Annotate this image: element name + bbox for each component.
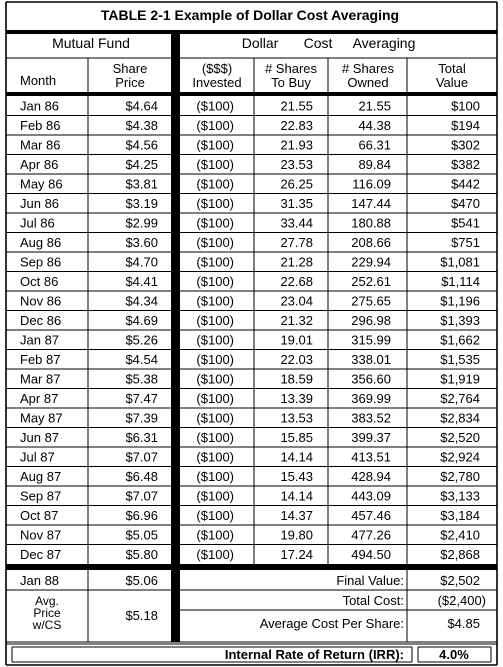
cell-value: $751 <box>451 235 480 250</box>
cell-month: Mar 87 <box>20 371 61 387</box>
cell-owned: 21.55 <box>358 98 391 114</box>
col-header-value-line1: Total <box>438 61 466 76</box>
cell-value: $3,133 <box>440 488 480 504</box>
cell-month: Jun 87 <box>20 430 60 445</box>
cell-price: $5.80 <box>125 547 158 562</box>
cell-invested: ($100) <box>196 488 234 504</box>
summary-price: $5.06 <box>125 573 158 588</box>
cell-price: $3.60 <box>125 235 158 250</box>
cell-invested: ($100) <box>196 293 234 309</box>
cell-value: $1,393 <box>440 313 480 328</box>
cell-price: $4.70 <box>125 254 158 270</box>
cell-owned: 147.44 <box>351 196 391 211</box>
cell-buy: 18.59 <box>280 371 313 387</box>
cell-value: $2,924 <box>440 449 480 465</box>
cell-buy: 21.55 <box>280 98 313 114</box>
cell-price: $5.26 <box>125 332 158 348</box>
cell-price: $7.07 <box>125 488 158 504</box>
avg-cost-value: $4.85 <box>447 616 480 631</box>
group-mutual-fund: Mutual Fund <box>52 35 130 51</box>
cell-value: $1,114 <box>441 274 480 289</box>
cell-owned: 296.98 <box>351 313 391 328</box>
cell-month: Jan 86 <box>20 98 60 114</box>
cell-price: $4.41 <box>125 274 158 289</box>
cell-buy: 14.14 <box>280 488 313 504</box>
group-dca-word-3: Averaging <box>352 35 416 51</box>
avg-cost-label: Average Cost Per Share: <box>259 616 404 631</box>
avg-price-label-line3: w/CS <box>32 618 62 632</box>
cell-buy: 14.37 <box>280 508 313 523</box>
cell-buy: 13.53 <box>280 410 313 426</box>
cell-invested: ($100) <box>196 391 234 406</box>
irr-value: 4.0% <box>439 647 469 662</box>
col-header-owned-line2: Owned <box>347 75 389 90</box>
cell-month: Mar 86 <box>20 137 61 153</box>
cell-value: $470 <box>451 196 480 211</box>
group-dca-word-1: Dollar <box>241 35 279 51</box>
cell-price: $6.48 <box>125 469 158 484</box>
cell-buy: 22.68 <box>280 274 313 289</box>
cell-buy: 27.78 <box>280 235 313 250</box>
cell-buy: 15.85 <box>280 430 313 445</box>
cell-invested: ($100) <box>196 176 234 192</box>
cell-owned: 457.46 <box>351 508 391 523</box>
cell-owned: 89.84 <box>358 157 391 172</box>
avg-price-label-line2: Price <box>33 606 61 620</box>
cell-owned: 180.88 <box>351 215 391 231</box>
cell-price: $2.99 <box>125 215 158 231</box>
cell-buy: 19.01 <box>280 332 313 348</box>
cell-invested: ($100) <box>196 547 234 562</box>
cell-month: May 86 <box>20 176 63 192</box>
cell-invested: ($100) <box>196 157 234 172</box>
total-cost-label: Total Cost: <box>342 593 404 608</box>
col-header-invested-line2: Invested <box>192 75 242 90</box>
cell-month: Oct 87 <box>20 508 59 523</box>
cell-value: $1,919 <box>440 371 480 387</box>
col-header-month: Month <box>20 73 57 88</box>
cell-price: $4.64 <box>125 98 158 114</box>
cell-invested: ($100) <box>196 352 234 367</box>
cell-buy: 17.24 <box>280 547 313 562</box>
cell-invested: ($100) <box>196 98 234 114</box>
cell-invested: ($100) <box>196 235 234 250</box>
cell-value: $541 <box>451 215 480 231</box>
cell-price: $4.25 <box>125 157 158 172</box>
cell-owned: 66.31 <box>358 137 391 153</box>
cell-owned: 399.37 <box>351 430 391 445</box>
cell-invested: ($100) <box>196 313 234 328</box>
col-header-buy-line1: # Shares <box>264 61 318 76</box>
cell-owned: 252.61 <box>351 274 391 289</box>
table-title: TABLE 2-1 Example of Dollar Cost Averaging <box>100 7 400 23</box>
cell-month: Dec 87 <box>20 547 62 562</box>
cell-owned: 44.38 <box>358 118 391 133</box>
cell-value: $194 <box>451 118 480 133</box>
cell-price: $7.07 <box>125 449 158 465</box>
cell-owned: 428.94 <box>351 469 391 484</box>
cell-buy: 31.35 <box>280 196 313 211</box>
col-header-price-line1: Share <box>112 61 148 76</box>
col-header-price-line2: Price <box>115 75 145 90</box>
header-divider-bar <box>6 92 497 96</box>
cell-month: Nov 86 <box>20 293 62 309</box>
cell-value: $1,196 <box>440 293 480 309</box>
cell-month: Dec 86 <box>20 313 62 328</box>
avg-price-value: $5.18 <box>125 608 158 623</box>
cell-buy: 19.80 <box>280 527 313 543</box>
cell-value: $1,535 <box>440 352 480 367</box>
cell-price: $3.19 <box>125 196 158 211</box>
cell-value: $1,662 <box>440 332 480 348</box>
cell-value: $2,780 <box>440 469 480 484</box>
cell-month: Sep 86 <box>20 254 62 270</box>
final-value-value: $2,502 <box>440 573 480 588</box>
cell-invested: ($100) <box>196 215 234 231</box>
col-header-buy-line2: To Buy <box>271 75 311 90</box>
cell-month: Feb 87 <box>20 352 61 367</box>
cell-owned: 477.26 <box>351 527 391 543</box>
cell-value: $2,520 <box>440 430 480 445</box>
cell-owned: 356.60 <box>351 371 391 387</box>
cell-invested: ($100) <box>196 527 234 543</box>
cell-price: $6.96 <box>125 508 158 523</box>
cell-buy: 26.25 <box>280 176 313 192</box>
cell-owned: 494.50 <box>351 547 391 562</box>
irr-label: Internal Rate of Return (IRR): <box>224 647 404 662</box>
cell-buy: 33.44 <box>280 215 313 231</box>
cell-buy: 14.14 <box>280 449 313 465</box>
cell-month: Sep 87 <box>20 488 62 504</box>
cell-price: $4.38 <box>125 118 158 133</box>
cell-value: $2,764 <box>440 391 480 406</box>
cell-invested: ($100) <box>196 449 234 465</box>
cell-month: Jan 87 <box>20 332 60 348</box>
cell-month: Nov 87 <box>20 527 62 543</box>
cell-month: Jul 87 <box>20 449 55 465</box>
cell-month: May 87 <box>20 410 63 426</box>
cell-invested: ($100) <box>196 332 234 348</box>
cell-invested: ($100) <box>196 196 234 211</box>
cell-invested: ($100) <box>196 137 234 153</box>
cell-price: $3.81 <box>125 176 158 192</box>
cell-month: Feb 86 <box>20 118 61 133</box>
cell-buy: 23.04 <box>280 293 313 309</box>
table-rules <box>6 2 497 665</box>
cell-value: $302 <box>451 137 480 153</box>
col-header-value-line2: Value <box>435 75 469 90</box>
cell-owned: 443.09 <box>351 488 391 504</box>
cell-price: $5.05 <box>125 527 158 543</box>
cell-value: $2,410 <box>440 527 480 543</box>
cell-month: Jul 86 <box>20 215 55 231</box>
cell-owned: 275.65 <box>351 293 391 309</box>
cell-month: Apr 87 <box>20 391 59 406</box>
cell-owned: 413.51 <box>351 449 391 465</box>
cell-price: $4.54 <box>125 352 158 367</box>
cell-price: $7.39 <box>125 410 158 426</box>
cell-invested: ($100) <box>196 371 234 387</box>
cell-price: $4.69 <box>125 313 158 328</box>
cell-buy: 22.83 <box>280 118 313 133</box>
cell-invested: ($100) <box>196 274 234 289</box>
col-header-invested-line1: ($$$) <box>201 61 233 76</box>
cell-month: Oct 86 <box>20 274 59 289</box>
cell-owned: 229.94 <box>351 254 391 270</box>
group-dca-word-2: Cost <box>303 35 333 51</box>
cell-price: $5.38 <box>125 371 158 387</box>
cell-owned: 116.09 <box>352 176 391 192</box>
cell-invested: ($100) <box>196 254 234 270</box>
total-cost-value: ($2,400) <box>437 593 486 608</box>
cell-buy: 23.53 <box>280 157 313 172</box>
cell-month: Aug 87 <box>20 469 62 484</box>
cell-price: $7.47 <box>125 391 158 406</box>
cell-price: $4.34 <box>125 293 158 309</box>
cell-owned: 369.99 <box>351 391 391 406</box>
cell-invested: ($100) <box>196 118 234 133</box>
cell-buy: 22.03 <box>280 352 313 367</box>
cell-owned: 338.01 <box>351 352 391 367</box>
cell-buy: 15.43 <box>280 469 313 484</box>
cell-value: $442 <box>451 176 480 192</box>
cell-buy: 21.32 <box>280 313 313 328</box>
cell-price: $4.56 <box>125 137 158 153</box>
table-text <box>20 7 486 662</box>
cell-invested: ($100) <box>196 430 234 445</box>
cell-invested: ($100) <box>196 410 234 426</box>
cell-owned: 383.52 <box>351 410 391 426</box>
cell-buy: 21.93 <box>280 137 313 153</box>
group-separator-bar <box>171 34 180 642</box>
cell-invested: ($100) <box>196 469 234 484</box>
cell-buy: 21.28 <box>280 254 313 270</box>
cell-value: $1,081 <box>440 254 480 270</box>
cell-value: $382 <box>451 157 480 172</box>
cell-month: Aug 86 <box>20 235 62 250</box>
cell-value: $100 <box>451 98 480 114</box>
cell-owned: 315.99 <box>351 332 391 348</box>
avg-price-label-line1: Avg. <box>35 594 59 608</box>
cell-month: Jun 86 <box>20 196 60 211</box>
cell-value: $2,868 <box>440 547 480 562</box>
cell-owned: 208.66 <box>351 235 391 250</box>
final-value-label: Final Value: <box>336 573 404 588</box>
cell-value: $3,184 <box>440 508 480 523</box>
title-divider-bar <box>6 30 497 34</box>
cell-invested: ($100) <box>196 508 234 523</box>
cell-month: Apr 86 <box>20 157 59 172</box>
cell-buy: 13.39 <box>280 391 313 406</box>
summary-month: Jan 88 <box>20 573 60 588</box>
col-header-owned-line1: # Shares <box>341 61 395 76</box>
cell-value: $2,834 <box>440 410 480 426</box>
cell-price: $6.31 <box>125 430 158 445</box>
data-summary-divider-bar <box>6 564 497 570</box>
